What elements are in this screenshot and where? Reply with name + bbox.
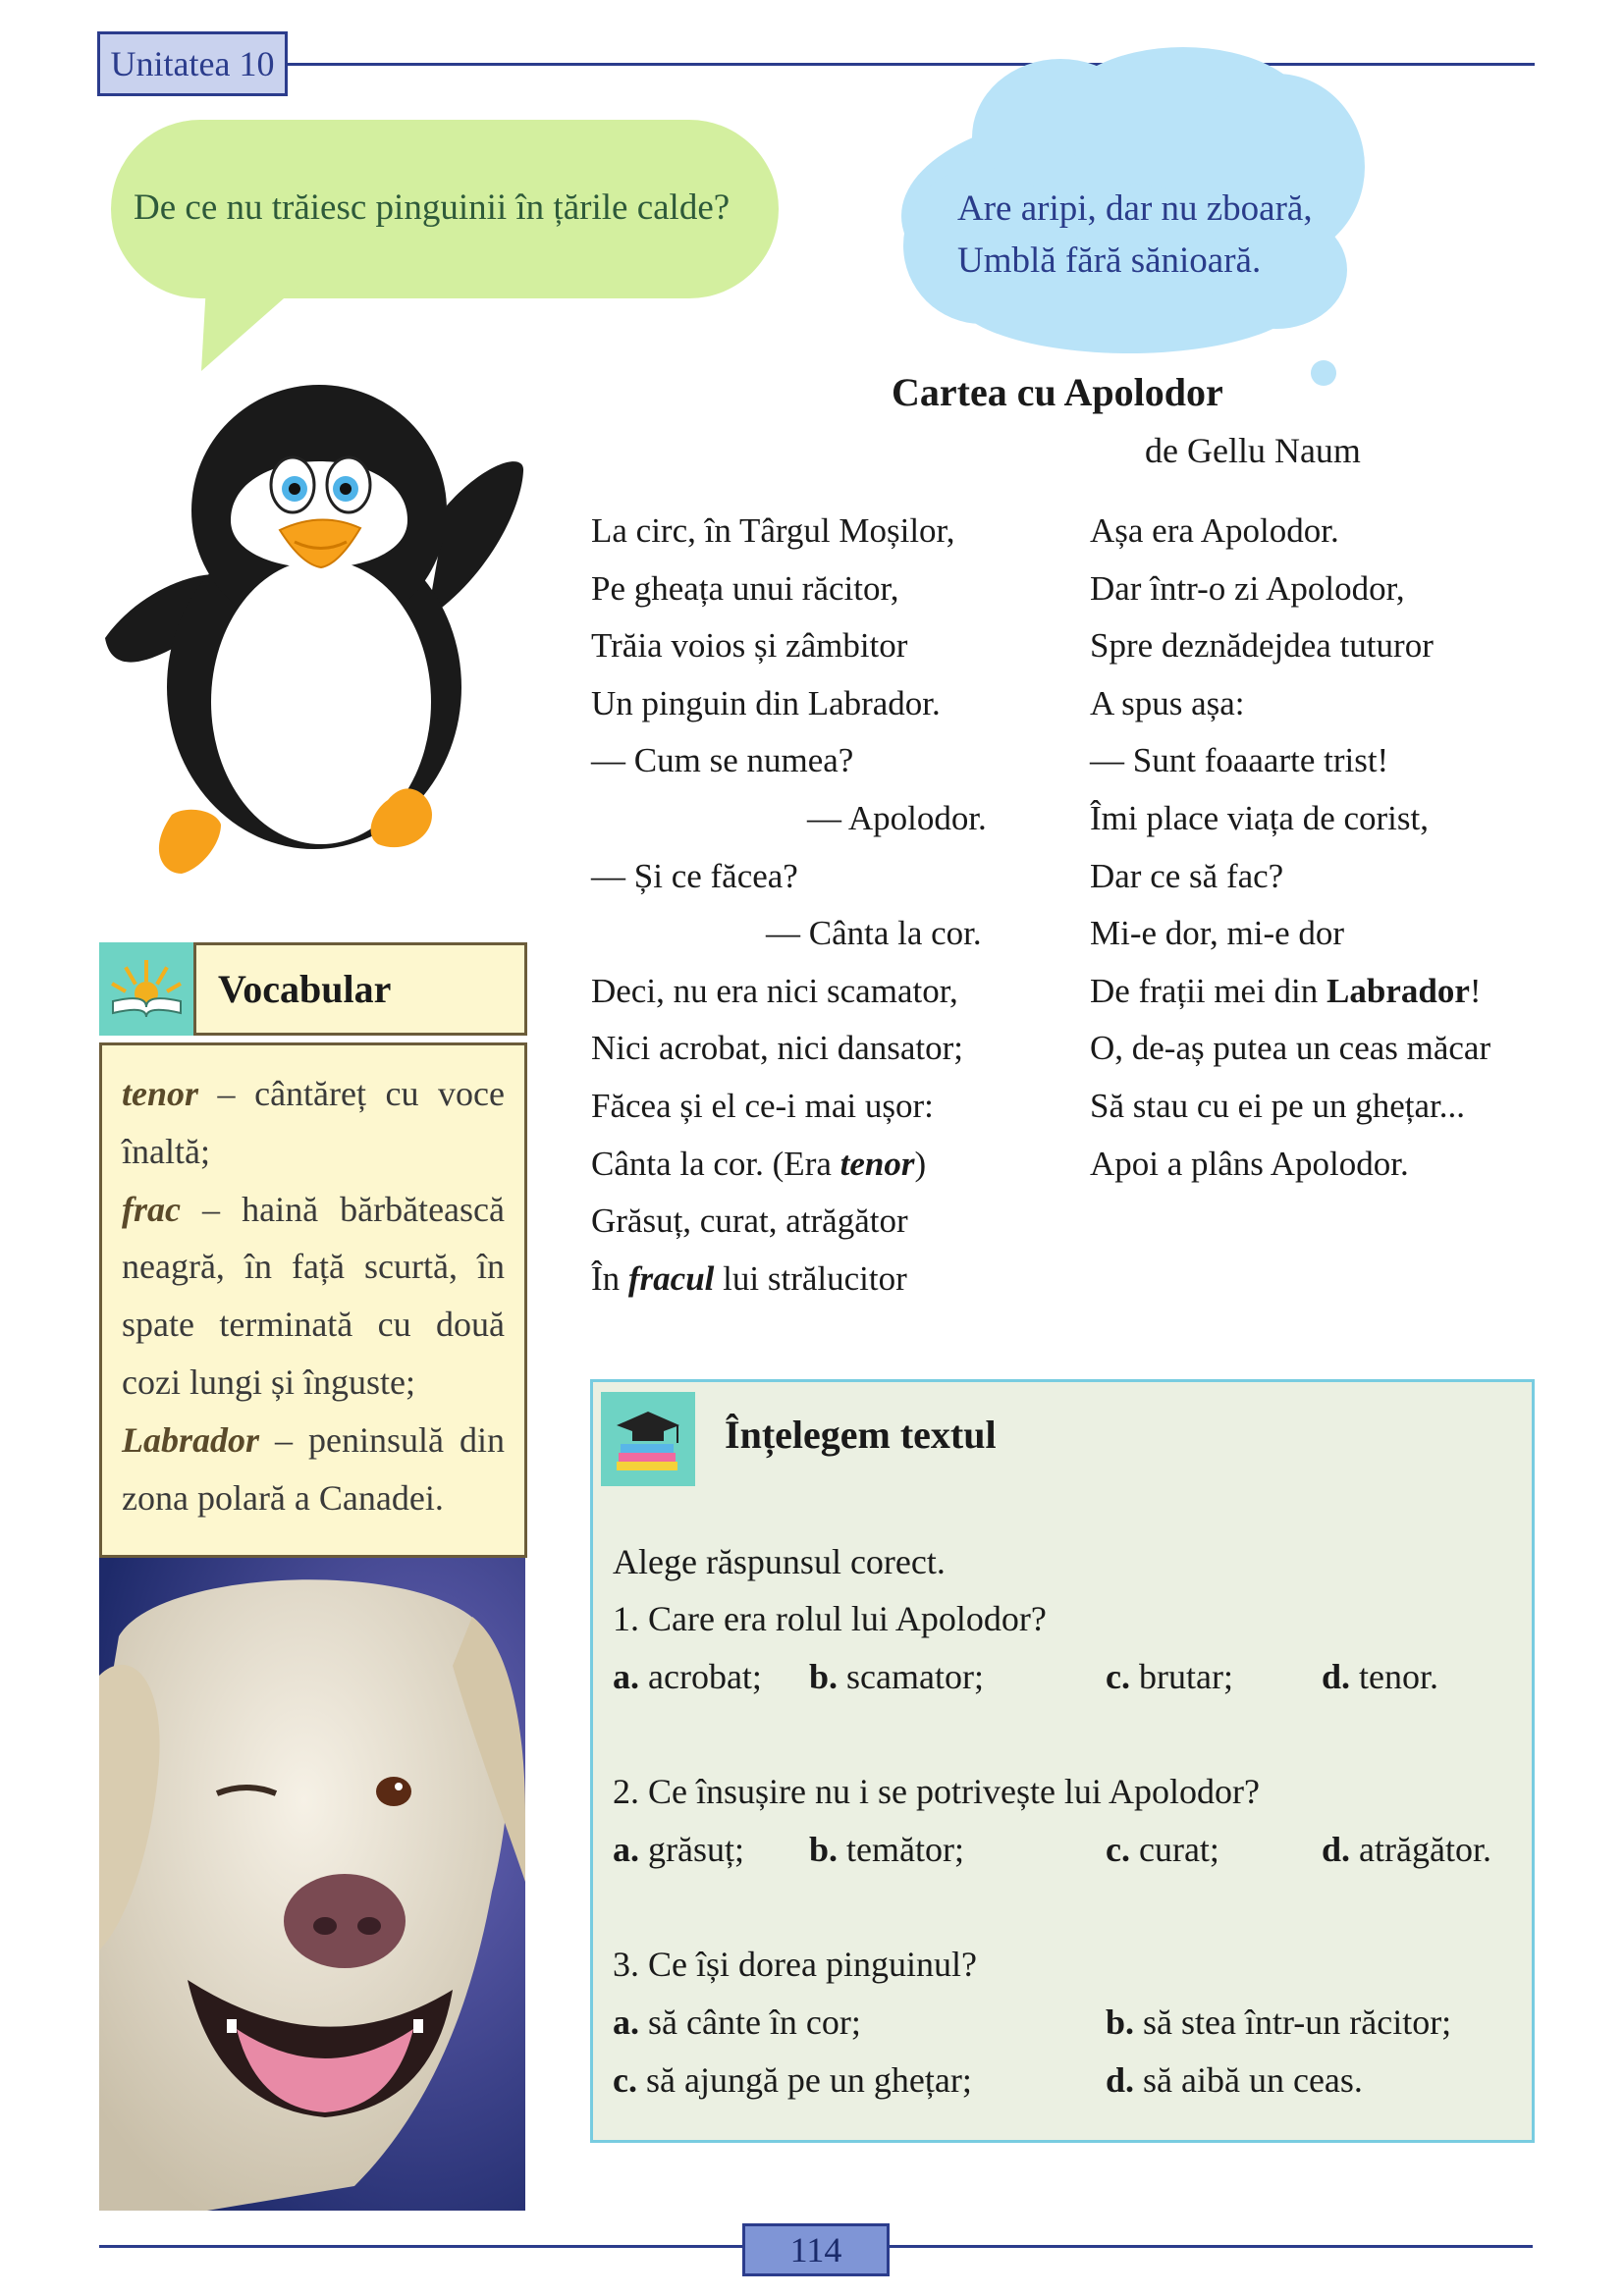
poem-text: lui strălucitor	[714, 1258, 907, 1298]
poem-line: Îmi place viața de corist,	[1090, 798, 1429, 837]
option-text: să ajungă pe un ghețar;	[636, 2060, 972, 2100]
option-letter: b.	[809, 1830, 839, 1869]
vocab-def: – haină bărbătească	[180, 1189, 505, 1229]
vocab-line	[122, 1412, 505, 1469]
option-text: atrăgător.	[1350, 1830, 1491, 1869]
poem-text: În	[591, 1258, 628, 1298]
option-text: să stea într-un răcitor;	[1134, 2002, 1452, 2042]
comprehension-title: Înțelegem textul	[725, 1413, 997, 1457]
option-text: brutar;	[1129, 1657, 1233, 1696]
option-q3-b[interactable]	[1106, 2002, 1451, 2043]
poem-line: — Și ce făcea?	[591, 856, 798, 895]
graduation-cap-icon	[601, 1392, 695, 1486]
page-number: 114	[742, 2223, 890, 2276]
riddle-line: Are aripi, dar nu zboară,	[957, 188, 1313, 229]
poem-line: Pe gheața unui răcitor,	[591, 568, 899, 608]
poem-line	[1090, 963, 1490, 1021]
poem-line: Spre deznădejdea tuturor	[1090, 626, 1434, 666]
vocab-line: înaltă;	[122, 1131, 210, 1171]
poem-column-left	[591, 503, 987, 1308]
vocab-def: – cântăreț cu voce	[198, 1074, 505, 1113]
option-text: temător;	[838, 1830, 964, 1869]
vocab-line: zona polară a Canadei.	[122, 1477, 444, 1518]
poem-line: Mi-e dor, mi-e dor	[1090, 914, 1345, 953]
option-q1-d[interactable]	[1322, 1656, 1438, 1697]
poem-emphasis: tenor	[839, 1144, 915, 1183]
option-letter: a.	[613, 1657, 639, 1696]
vocabulary-title: Vocabular	[218, 967, 392, 1011]
vocab-line	[122, 1065, 505, 1123]
option-text: scamator;	[838, 1657, 984, 1696]
option-q1-c[interactable]	[1106, 1656, 1233, 1697]
poem-text: De frații mei din	[1090, 971, 1327, 1010]
poem-line: Așa era Apolodor.	[1090, 511, 1339, 550]
poem-author: de Gellu Naum	[1145, 431, 1361, 470]
poem-line: — Apolodor.	[807, 798, 987, 837]
option-q2-a[interactable]	[613, 1829, 744, 1870]
poem-line: Nici acrobat, nici dansator;	[591, 1029, 964, 1068]
instruction: Alege răspunsul corect.	[613, 1542, 946, 1581]
poem-line: La circ, în Târgul Moșilor,	[591, 511, 955, 550]
poem-line: O, de-aș putea un ceas măcar	[1090, 1029, 1491, 1068]
option-letter: d.	[1322, 1657, 1351, 1696]
option-letter: b.	[1106, 2002, 1135, 2042]
poem-line: Dar ce să fac?	[1090, 856, 1284, 895]
option-text: să aibă un ceas.	[1134, 2060, 1363, 2100]
thought-cloud	[0, 0, 1624, 412]
option-text: grăsuț;	[639, 1830, 744, 1869]
poem-line: Un pinguin din Labrador.	[591, 683, 941, 722]
option-letter: b.	[809, 1657, 839, 1696]
option-q3-d[interactable]	[1106, 2059, 1363, 2101]
poem-line	[591, 1136, 987, 1194]
option-letter: c.	[1106, 1830, 1130, 1869]
poem-emphasis: Labrador	[1326, 971, 1470, 1010]
option-letter: c.	[613, 2060, 637, 2100]
poem-line: — Sunt foaaarte trist!	[1090, 741, 1389, 780]
poem-line: — Cum se numea?	[591, 741, 854, 780]
vocab-def: – peninsulă din	[259, 1419, 505, 1460]
riddle	[957, 183, 1313, 287]
penguin-illustration	[93, 363, 535, 893]
poem-line: Dar într-o zi Apolodor,	[1090, 568, 1405, 608]
poem-line: Deci, nu era nici scamator,	[591, 971, 958, 1010]
poem-line: Trăia voios și zâmbitor	[591, 626, 908, 666]
vocab-line: cozi lungi și înguste;	[122, 1362, 415, 1402]
option-letter: a.	[613, 1830, 639, 1869]
question-2: 2. Ce însușire nu i se potrivește lui Apolodor?	[613, 1772, 1260, 1811]
vocab-term: Labrador	[122, 1419, 260, 1460]
poem-line: Grăsuț, curat, atrăgător	[591, 1201, 908, 1241]
option-q3-c[interactable]	[613, 2059, 972, 2101]
option-text: curat;	[1129, 1830, 1219, 1869]
poem-line: — Cânta la cor.	[766, 914, 982, 953]
poem-title: Cartea cu Apolodor	[892, 370, 1223, 414]
question-3: 3. Ce își dorea pinguinul?	[613, 1945, 977, 1984]
vocab-term: tenor	[122, 1074, 199, 1113]
poem-text: )	[914, 1144, 927, 1183]
poem-line: Să stau cu ei pe un ghețar...	[1090, 1086, 1465, 1125]
book-icon	[99, 942, 194, 1036]
option-letter: c.	[1106, 1657, 1130, 1696]
riddle-line: Umblă fără sănioară.	[957, 240, 1262, 281]
option-q1-a[interactable]	[613, 1656, 762, 1697]
option-text: să cânte în cor;	[639, 2002, 861, 2042]
option-q2-d[interactable]	[1322, 1829, 1491, 1870]
option-q2-b[interactable]	[809, 1829, 964, 1870]
vocabulary-box	[99, 1042, 527, 1558]
vocabulary-header	[193, 942, 527, 1036]
speech-bubble-text: De ce nu trăiesc pinguinii în țările calde?	[134, 187, 731, 228]
vocab-line	[122, 1181, 505, 1239]
option-q3-a[interactable]	[613, 2002, 861, 2043]
vocab-line: spate terminată cu două	[122, 1305, 505, 1345]
poem-line: Făcea și el ce-i mai ușor:	[591, 1086, 934, 1125]
poem-line: A spus așa:	[1090, 683, 1245, 722]
labrador-photo	[99, 1558, 525, 2211]
question-1: 1. Care era rolul lui Apolodor?	[613, 1599, 1047, 1638]
unit-label: Unitatea 10	[97, 31, 288, 96]
option-text: tenor.	[1350, 1657, 1439, 1696]
option-q1-b[interactable]	[809, 1656, 984, 1697]
poem-column-right	[1090, 503, 1490, 1193]
option-letter: d.	[1106, 2060, 1135, 2100]
poem-line	[591, 1251, 987, 1308]
vocab-term: frac	[122, 1189, 181, 1229]
poem-line: Apoi a plâns Apolodor.	[1090, 1144, 1409, 1183]
option-letter: a.	[613, 2002, 639, 2042]
option-letter: d.	[1322, 1830, 1351, 1869]
poem-emphasis: fracul	[627, 1258, 715, 1298]
poem-text: Cânta la cor. (Era	[591, 1144, 840, 1183]
option-text: acrobat;	[639, 1657, 762, 1696]
poem-text: !	[1469, 971, 1482, 1010]
vocab-line: neagră, în față scurtă, în	[122, 1247, 505, 1287]
option-q2-c[interactable]	[1106, 1829, 1219, 1870]
